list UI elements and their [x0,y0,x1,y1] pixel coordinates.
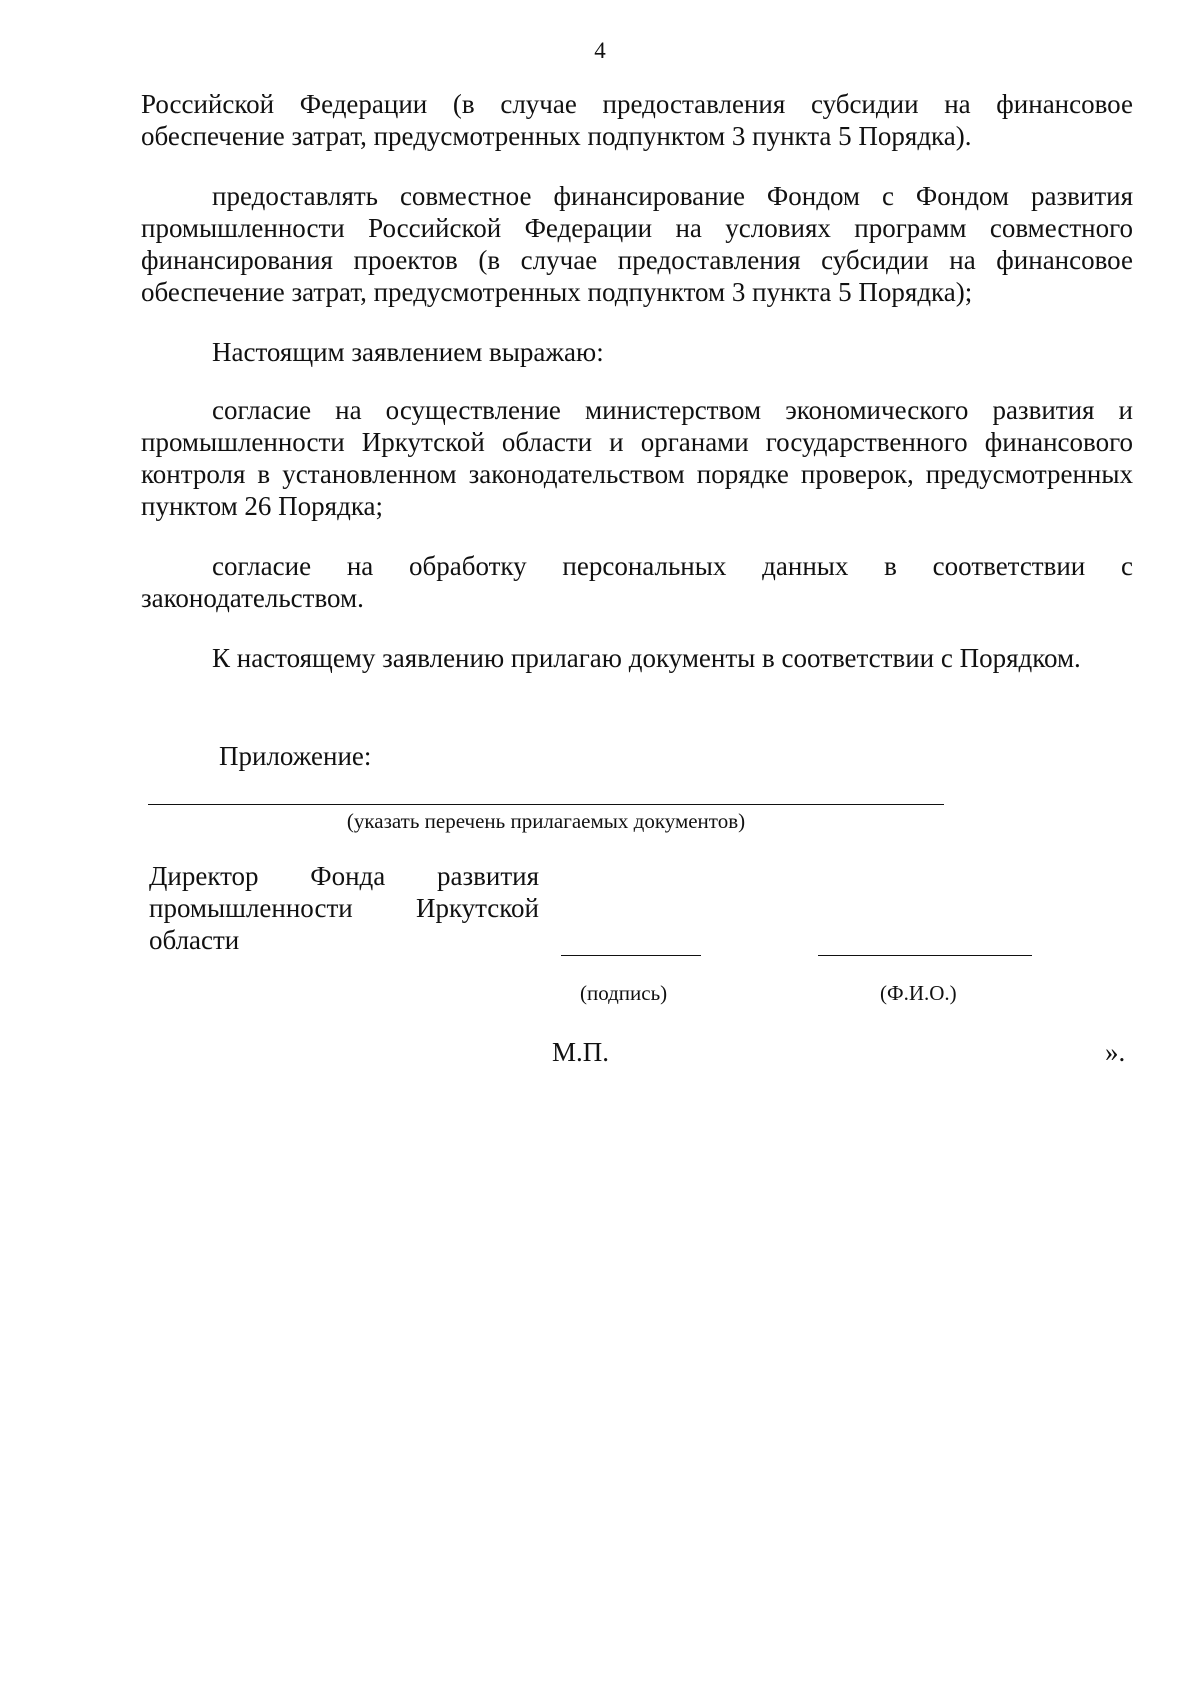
closing-quote: ». [1105,1037,1126,1067]
appendix-blank-line [148,804,944,805]
paragraph-federation-continuation: Российской Федерации (в случае предоставления субсидии на финансовое обеспечение затрат, предусмотренных подпунктом 3 пункта 5 Порядка). [141,89,1133,151]
page-number: 4 [594,38,606,63]
signature-caption: (подпись) [580,981,668,1005]
document-body [141,88,1133,674]
paragraph-attachments: К настоящему заявлению прилагаю документы в соответствии с Порядком. [212,643,1081,673]
paragraph-consent-personal-data: согласие на обработку персональных данных в соответствии с законодательством. [141,551,1133,613]
paragraph-joint-financing: предоставлять совместное финансирование Фондом с Фондом развития промышленности Российской Федерации на условиях программ совместного финансирования проектов (в случае предоставления субсидии на финансовое обеспечение затрат, предусмотренных подпунктом 3 пункта 5 Порядка); [141,181,1133,307]
signature-blank-line [561,955,701,956]
stamp-place: М.П. [552,1037,610,1067]
paragraph-statement-intro: Настоящим заявлением выражаю: [212,337,604,367]
director-position: Директор Фонда развития промышленности Иркутской области [149,861,539,955]
name-blank-line [818,955,1032,956]
appendix-label: Приложение: [219,741,372,771]
appendix-caption: (указать перечень прилагаемых документов) [346,809,746,833]
name-caption: (Ф.И.О.) [880,981,957,1005]
paragraph-consent-inspections: согласие на осуществление министерством экономического развития и промышленности Иркутской области и органами государственного финансового контроля в установленном законодательством порядке проверок, предусмотренных пунктом 26 Порядка; [141,395,1133,521]
